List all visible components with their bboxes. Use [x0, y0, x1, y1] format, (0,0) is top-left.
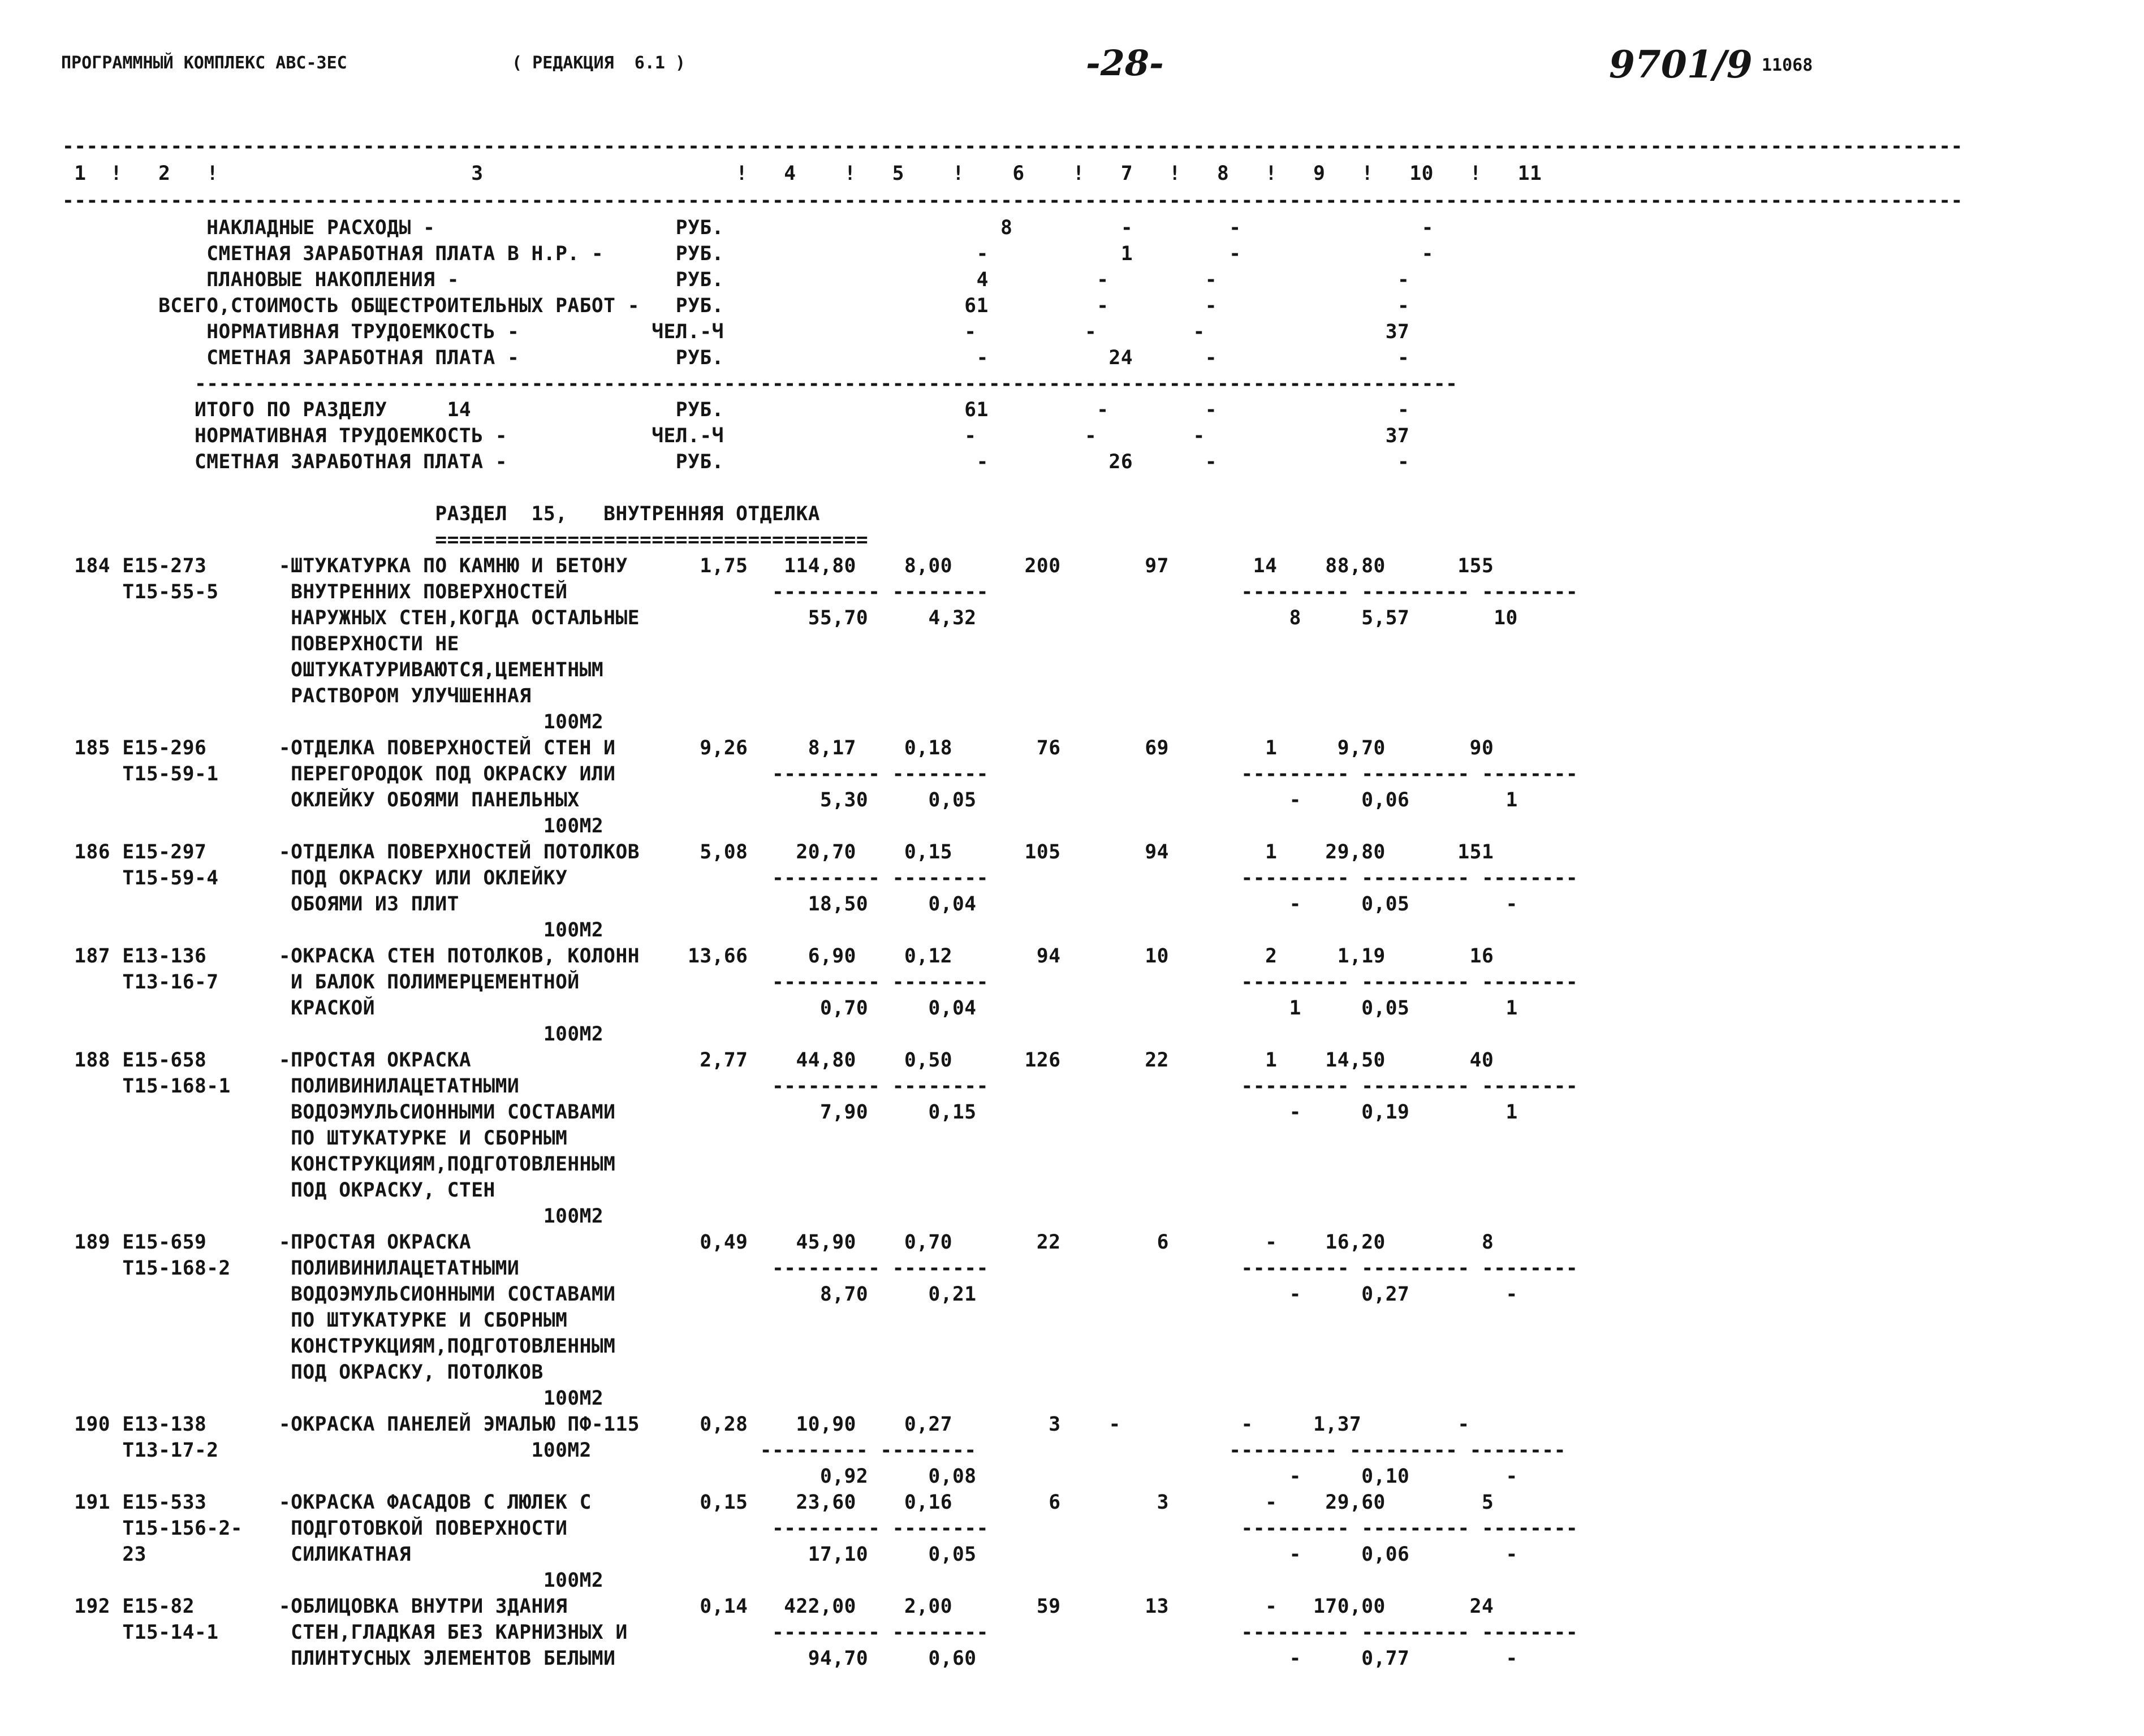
column-numbers-row: 1 ! 2 ! 3 ! 4 ! 5 ! 6 ! 7 ! 8 ! 9 ! 10 ! 11 — [62, 162, 1542, 185]
document-line: ОШТУКАТУРИВАЮТСЯ,ЦЕМЕНТНЫМ — [62, 659, 604, 681]
document-line: 191 Е15-533 -ОКРАСКА ФАСАДОВ С ЛЮЛЕК С 0,15 23,60 0,16 6 3 - 29,60 5 — [62, 1491, 1494, 1514]
document-line: 0,92 0,08 - 0,10 - — [62, 1465, 1518, 1488]
document-line: ПО ШТУКАТУРКЕ И СБОРНЫМ — [62, 1309, 568, 1332]
document-line: 184 Е15-273 -ШТУКАТУРКА ПО КАМНЮ И БЕТОНУ 1,75 114,80 8,00 200 97 14 88,80 155 — [62, 555, 1494, 577]
header-rule-bottom: -------------------------------------------------------------------------------------------------------------------------------------------------------------- — [62, 189, 1963, 212]
document-code: 11068 — [1762, 55, 1813, 75]
document-line: КОНСТРУКЦИЯМ,ПОДГОТОВЛЕННЫМ — [62, 1335, 616, 1358]
document-line: Т15-14-1 СТЕН,ГЛАДКАЯ БЕЗ КАРНИЗНЫХ И --------- -------- --------- --------- -------- — [62, 1621, 1578, 1644]
document-line: РАЗДЕЛ 15, ВНУТРЕННЯЯ ОТДЕЛКА — [62, 503, 821, 525]
header-rule-top: -------------------------------------------------------------------------------------------------------------------------------------------------------------- — [62, 135, 1963, 158]
document-line: ИТОГО ПО РАЗДЕЛУ 14 РУБ. 61 - - - — [62, 399, 1410, 421]
document-line: --------------------------------------------------------------------------------------------------------- — [62, 373, 1458, 395]
document-line: ПО ШТУКАТУРКЕ И СБОРНЫМ — [62, 1127, 568, 1150]
document-line: ПЛАНОВЫЕ НАКОПЛЕНИЯ - РУБ. 4 - - - — [62, 269, 1410, 291]
document-line: ==================================== — [62, 529, 869, 551]
document-line: ВСЕГО,СТОИМОСТЬ ОБЩЕСТРОИТЕЛЬНЫХ РАБОТ - РУБ. 61 - - - — [62, 295, 1410, 317]
document-line: 100М2 — [62, 1023, 604, 1046]
document-line: 186 Е15-297 -ОТДЕЛКА ПОВЕРХНОСТЕЙ ПОТОЛКОВ 5,08 20,70 0,15 105 94 1 29,80 151 — [62, 841, 1494, 863]
document-line: 190 Е13-138 -ОКРАСКА ПАНЕЛЕЙ ЭМАЛЬЮ ПФ-115 0,28 10,90 0,27 3 - - 1,37 - — [62, 1413, 1470, 1436]
document-line: ОКЛЕЙКУ ОБОЯМИ ПАНЕЛЬНЫХ 5,30 0,05 - 0,06 1 — [62, 789, 1518, 811]
program-title: ПРОГРАММНЫЙ КОМПЛЕКС АВС-ЗЕС — [61, 53, 347, 73]
document-line: Т15-59-4 ПОД ОКРАСКУ ИЛИ ОКЛЕЙКУ --------- -------- --------- --------- -------- — [62, 867, 1578, 889]
document-line: 192 Е15-82 -ОБЛИЦОВКА ВНУТРИ ЗДАНИЯ 0,14 422,00 2,00 59 13 - 170,00 24 — [62, 1595, 1494, 1618]
document-line: НАРУЖНЫХ СТЕН,КОГДА ОСТАЛЬНЫЕ 55,70 4,32 8 5,57 10 — [62, 607, 1518, 629]
document-line: 100М2 — [62, 815, 604, 837]
document-line: 188 Е15-658 -ПРОСТАЯ ОКРАСКА 2,77 44,80 0,50 126 22 1 14,50 40 — [62, 1049, 1494, 1072]
document-line: Т13-17-2 100М2 --------- -------- --------- --------- -------- — [62, 1439, 1566, 1462]
document-line: 100М2 — [62, 1205, 604, 1228]
document-line: РАСТВОРОМ УЛУЧШЕННАЯ — [62, 685, 532, 707]
document-line: НАКЛАДНЫЕ РАСХОДЫ - РУБ. 8 - - - — [62, 217, 1434, 239]
document-line: ВОДОЭМУЛЬСИОННЫМИ СОСТАВАМИ 7,90 0,15 - 0,19 1 — [62, 1101, 1518, 1124]
document-line: КОНСТРУКЦИЯМ,ПОДГОТОВЛЕННЫМ — [62, 1153, 616, 1176]
document-line: ПОД ОКРАСКУ, СТЕН — [62, 1179, 495, 1202]
document-line: Т15-168-1 ПОЛИВИНИЛАЦЕТАТНЫМИ --------- -------- --------- --------- -------- — [62, 1075, 1578, 1098]
document-line: 187 Е13-136 -ОКРАСКА СТЕН ПОТОЛКОВ, КОЛОНН 13,66 6,90 0,12 94 10 2 1,19 16 — [62, 945, 1494, 968]
document-line: СМЕТНАЯ ЗАРАБОТНАЯ ПЛАТА - РУБ. - 24 - - — [62, 347, 1410, 369]
document-line: 100М2 — [62, 711, 604, 733]
document-line: НОРМАТИВНАЯ ТРУДОЕМКОСТЬ - ЧЕЛ.-Ч - - - 37 — [62, 321, 1410, 343]
page-number: -28- — [1086, 42, 1164, 84]
document-line: 185 Е15-296 -ОТДЕЛКА ПОВЕРХНОСТЕЙ СТЕН И 9,26 8,17 0,18 76 69 1 9,70 90 — [62, 737, 1494, 759]
document-line: 100М2 — [62, 1569, 604, 1592]
edition-label: ( РЕДАКЦИЯ 6.1 ) — [512, 53, 686, 73]
document-line: ОБОЯМИ ИЗ ПЛИТ 18,50 0,04 - 0,05 - — [62, 893, 1518, 915]
document-line: СМЕТНАЯ ЗАРАБОТНАЯ ПЛАТА - РУБ. - 26 - - — [62, 451, 1410, 473]
document-line: НОРМАТИВНАЯ ТРУДОЕМКОСТЬ - ЧЕЛ.-Ч - - - 37 — [62, 425, 1410, 447]
document-line: Т15-55-5 ВНУТРЕННИХ ПОВЕРХНОСТЕЙ --------- -------- --------- --------- -------- — [62, 581, 1578, 603]
document-line: КРАСКОЙ 0,70 0,04 1 0,05 1 — [62, 997, 1518, 1020]
document-line: Т15-168-2 ПОЛИВИНИЛАЦЕТАТНЫМИ --------- -------- --------- --------- -------- — [62, 1257, 1578, 1280]
document-line: Т15-59-1 ПЕРЕГОРОДОК ПОД ОКРАСКУ ИЛИ --------- -------- --------- --------- -------- — [62, 763, 1578, 785]
document-line: 189 Е15-659 -ПРОСТАЯ ОКРАСКА 0,49 45,90 0,70 22 6 - 16,20 8 — [62, 1231, 1494, 1254]
document-line: Т13-16-7 И БАЛОК ПОЛИМЕРЦЕМЕНТНОЙ --------- -------- --------- --------- -------- — [62, 971, 1578, 994]
document-line: 100М2 — [62, 919, 604, 942]
document-line: ПЛИНТУСНЫХ ЭЛЕМЕНТОВ БЕЛЫМИ 94,70 0,60 - 0,77 - — [62, 1647, 1518, 1670]
document-line: Т15-156-2- ПОДГОТОВКОЙ ПОВЕРХНОСТИ --------- -------- --------- --------- -------- — [62, 1517, 1578, 1540]
document-line: ПОВЕРХНОСТИ НЕ — [62, 633, 459, 655]
document-line: ПОД ОКРАСКУ, ПОТОЛКОВ — [62, 1361, 543, 1384]
document-line: ВОДОЭМУЛЬСИОННЫМИ СОСТАВАМИ 8,70 0,21 - 0,27 - — [62, 1283, 1518, 1306]
document-line: 23 СИЛИКАТНАЯ 17,10 0,05 - 0,06 - — [62, 1543, 1518, 1566]
handwritten-code: 9701/9 — [1609, 42, 1753, 87]
document-line: 100М2 — [62, 1387, 604, 1410]
document-line: СМЕТНАЯ ЗАРАБОТНАЯ ПЛАТА В Н.Р. - РУБ. - 1 - - — [62, 243, 1434, 265]
